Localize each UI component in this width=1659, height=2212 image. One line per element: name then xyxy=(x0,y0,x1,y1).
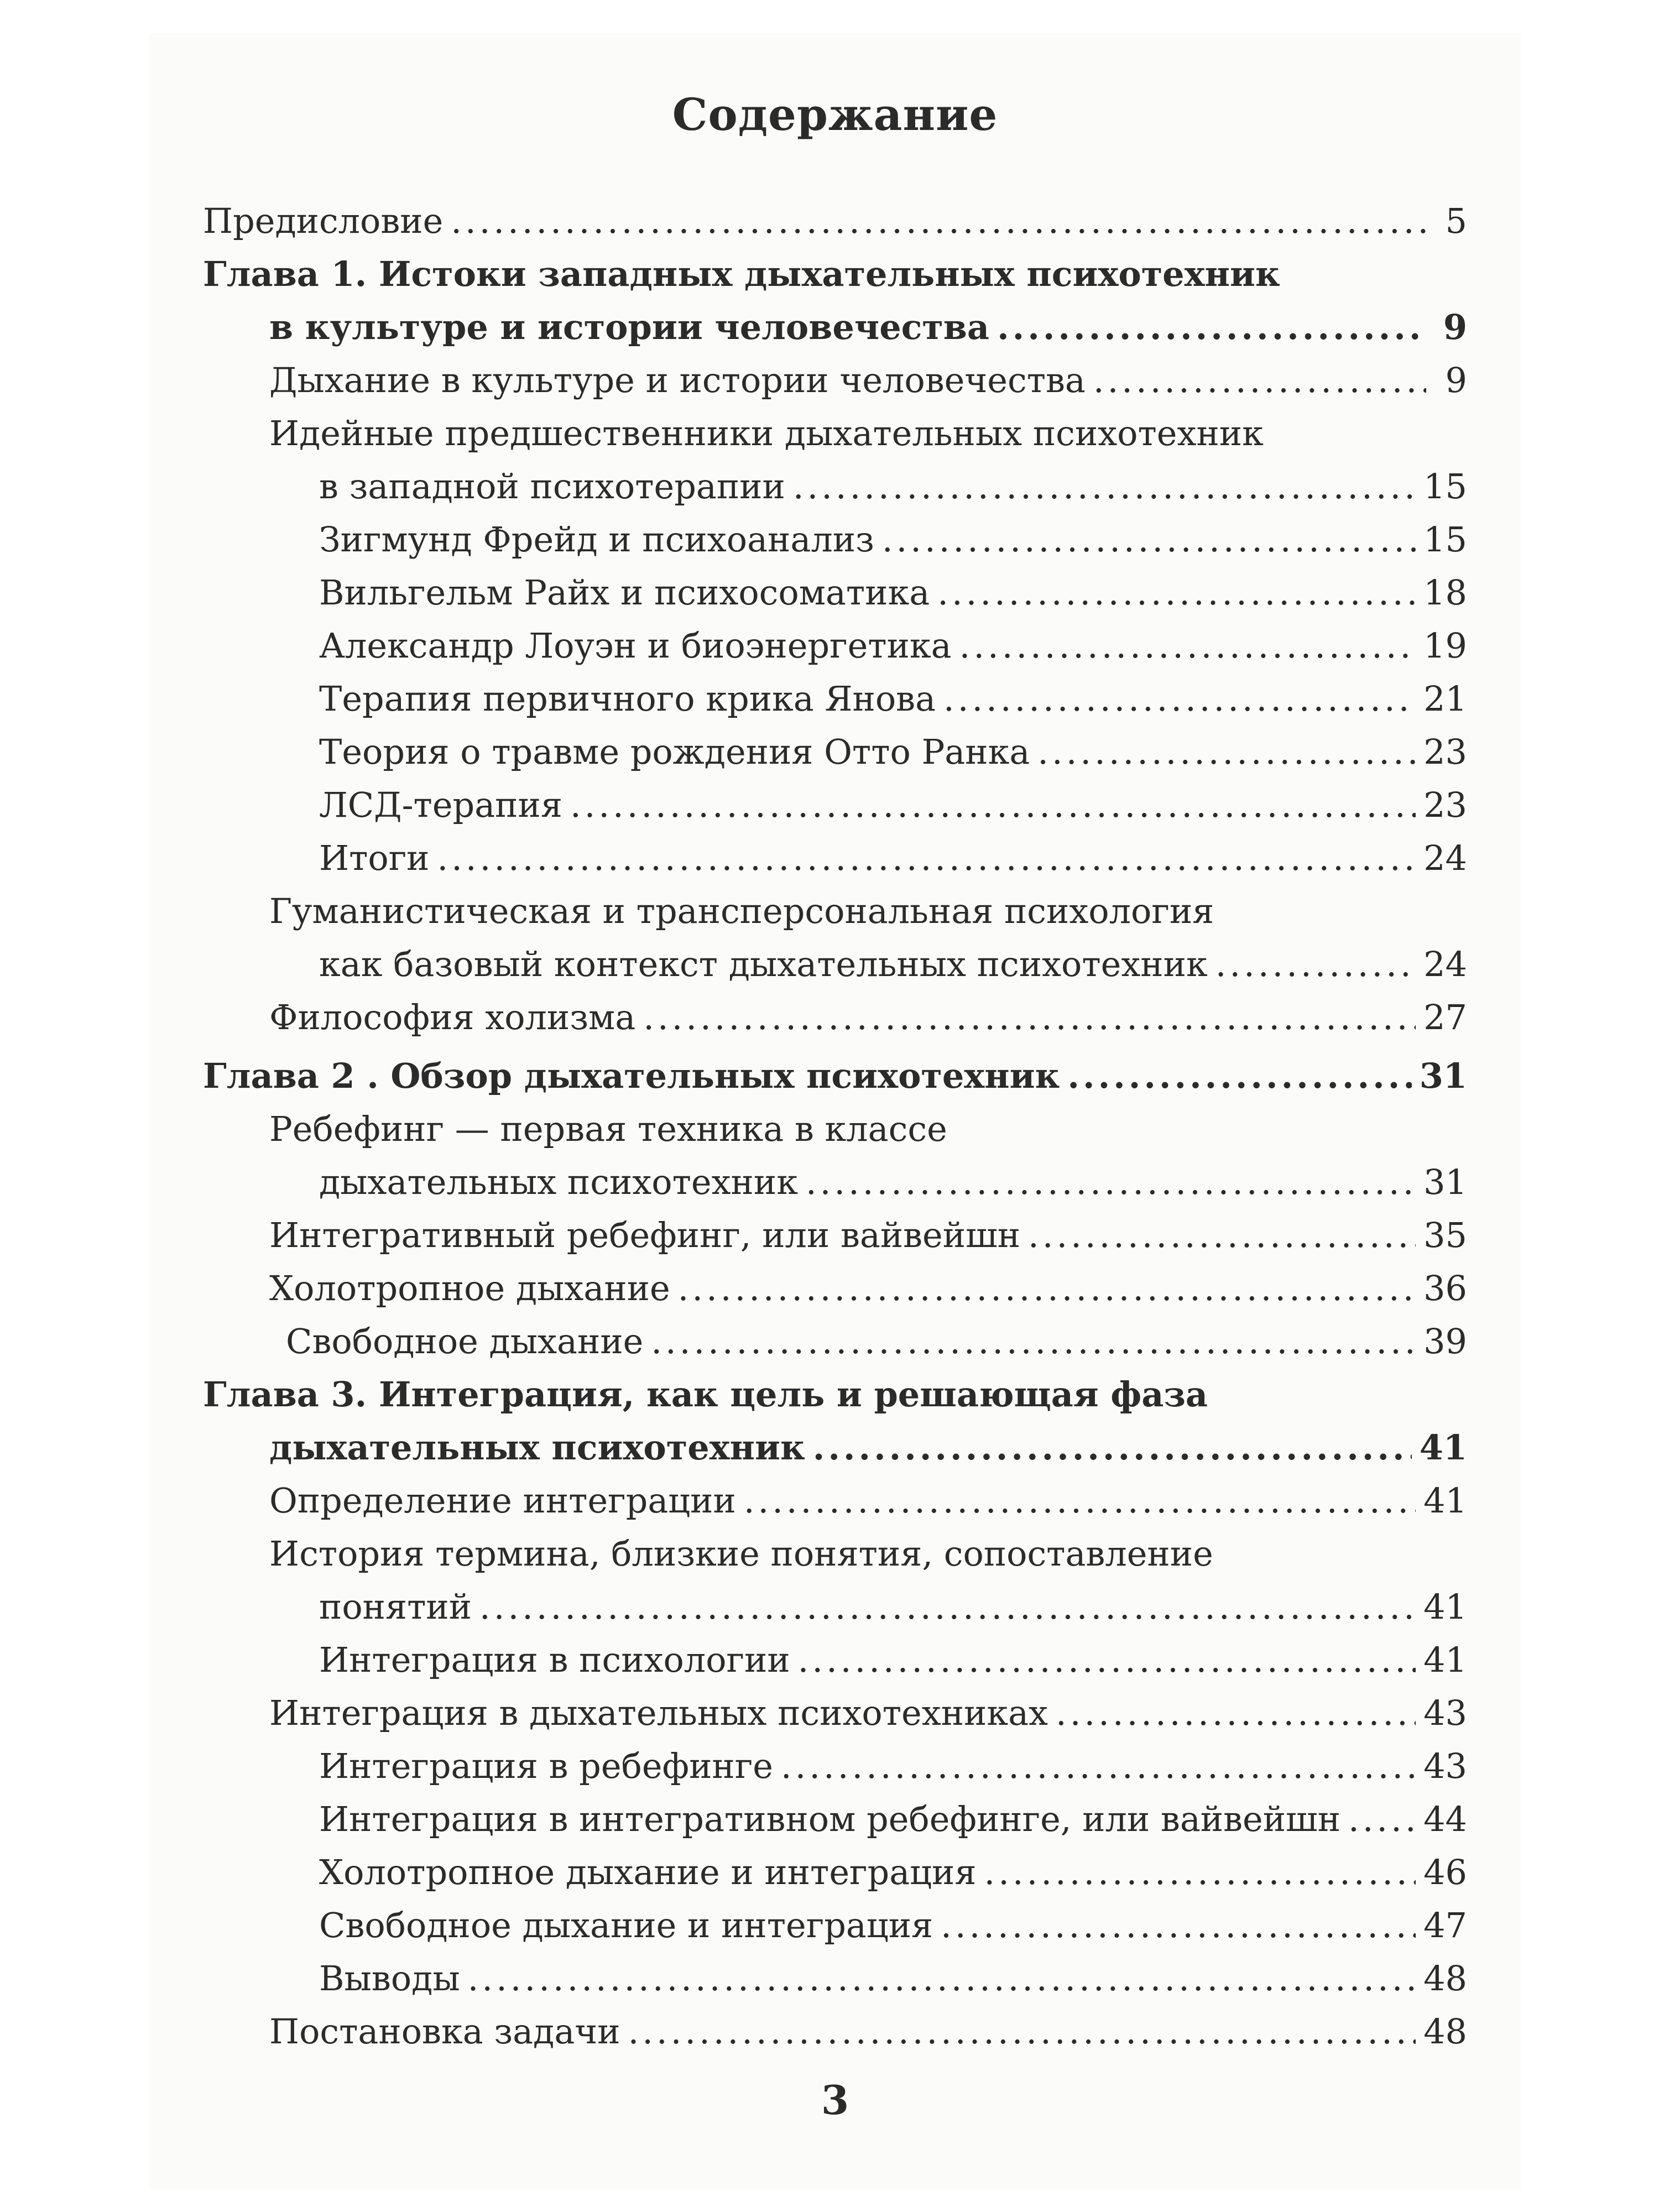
table-of-contents xyxy=(203,195,1467,2058)
toc-entry-page: 5 xyxy=(1445,201,1467,241)
toc-entry-page: 47 xyxy=(1423,1905,1467,1945)
toc-entry-title: Зигмунд Фрейд и психоанализ xyxy=(319,519,874,560)
dot-leader xyxy=(941,1899,1416,1952)
toc-entry-title: Определение интеграции xyxy=(269,1480,736,1521)
toc-entry[interactable] xyxy=(203,1899,1467,1952)
toc-entry-page: 41 xyxy=(1423,1587,1467,1627)
toc-entry-page: 43 xyxy=(1423,1746,1467,1786)
dot-leader xyxy=(1056,1687,1416,1740)
toc-entry-title-line: Ребефинг — первая техника в классе xyxy=(269,1109,947,1149)
toc-entry-page: 24 xyxy=(1423,838,1467,878)
toc-entry[interactable] xyxy=(203,460,1467,513)
toc-entry-title: Глава 2 . Обзор дыхательных психотехник xyxy=(203,1056,1060,1096)
toc-entry-page: 23 xyxy=(1423,732,1467,772)
toc-entry[interactable] xyxy=(203,1634,1467,1687)
toc-entry[interactable] xyxy=(203,726,1467,779)
page-title: Содержание xyxy=(672,88,998,140)
dot-leader xyxy=(570,779,1416,832)
toc-entry[interactable] xyxy=(203,1793,1467,1846)
dot-leader xyxy=(984,1846,1416,1899)
dot-leader xyxy=(1037,726,1416,779)
toc-entry-title: Интегративный ребефинг, или вайвейшн xyxy=(269,1215,1021,1255)
toc-entry[interactable] xyxy=(203,991,1467,1044)
toc-entry-title: Интеграция в ребефинге xyxy=(319,1746,773,1786)
toc-entry[interactable] xyxy=(203,938,1467,991)
toc-entry-page: 48 xyxy=(1423,2011,1467,2052)
toc-entry-page: 27 xyxy=(1423,997,1467,1037)
toc-entry[interactable] xyxy=(203,1740,1467,1793)
toc-entry-title: Интеграция в психологии xyxy=(319,1640,790,1680)
dot-leader xyxy=(643,991,1416,1044)
toc-entry-page: 43 xyxy=(1423,1693,1467,1733)
toc-entry-title: Философия холизма xyxy=(269,997,636,1037)
dot-leader xyxy=(468,1952,1416,2005)
dot-leader xyxy=(943,672,1416,726)
dot-leader xyxy=(997,301,1426,354)
toc-entry-title: Интеграция в интегративном ребефинге, или вайвейшн xyxy=(319,1799,1341,1839)
toc-entry-page: 19 xyxy=(1423,625,1467,666)
toc-entry-title-line: Гуманистическая и трансперсональная психология xyxy=(269,891,1214,931)
toc-entry-page: 41 xyxy=(1423,1640,1467,1680)
toc-entry-title: Холотропное дыхание xyxy=(269,1268,670,1308)
chapter-heading-line: Глава 3. Интеграция, как цель и решающая фаза xyxy=(203,1374,1208,1415)
toc-entry[interactable] xyxy=(203,566,1467,619)
toc-entry[interactable] xyxy=(203,354,1467,407)
dot-leader xyxy=(437,832,1416,885)
toc-entry-page: 44 xyxy=(1423,1799,1467,1839)
dot-leader xyxy=(1028,1209,1416,1262)
page-number: 3 xyxy=(821,2077,849,2124)
dot-leader xyxy=(628,2005,1416,2058)
book-page xyxy=(149,33,1521,2190)
toc-entry[interactable] xyxy=(203,1262,1467,1315)
toc-entry-title: в западной психотерапии xyxy=(319,466,785,507)
dot-leader xyxy=(744,1474,1416,1527)
toc-entry-title: Постановка задачи xyxy=(269,2011,620,2052)
dot-leader xyxy=(1215,938,1416,991)
toc-entry-page: 39 xyxy=(1423,1321,1467,1361)
dot-leader xyxy=(813,1421,1412,1474)
toc-entry[interactable] xyxy=(203,619,1467,672)
toc-entry-page: 9 xyxy=(1443,307,1467,347)
dot-leader xyxy=(1093,354,1426,407)
dot-leader xyxy=(806,1156,1416,1209)
dot-leader xyxy=(781,1740,1416,1793)
toc-entry-title: Теория о травме рождения Отто Ранка xyxy=(319,732,1030,772)
toc-entry-page: 41 xyxy=(1419,1427,1467,1468)
toc-entry[interactable] xyxy=(203,1687,1467,1740)
toc-chapter-entry[interactable] xyxy=(203,1050,1467,1103)
toc-entry-title-line: Идейные предшественники дыхательных психотехник xyxy=(269,413,1264,453)
dot-leader xyxy=(678,1262,1416,1315)
toc-entry-page: 31 xyxy=(1423,1162,1467,1202)
toc-entry-page: 24 xyxy=(1423,944,1467,984)
toc-entry-title: понятий xyxy=(319,1587,472,1627)
toc-entry-page: 15 xyxy=(1423,519,1467,560)
toc-chapter-entry[interactable] xyxy=(203,1421,1467,1474)
toc-entry-title: Дыхание в культуре и истории человечества xyxy=(269,360,1086,400)
toc-entry-title: Выводы xyxy=(319,1958,460,1999)
dot-leader xyxy=(451,195,1426,248)
toc-entry[interactable] xyxy=(203,672,1467,726)
toc-entry-title: как базовый контекст дыхательных психотехник xyxy=(319,944,1208,984)
toc-entry[interactable] xyxy=(203,1952,1467,2005)
toc-entry-title: ЛСД-терапия xyxy=(319,785,562,825)
dot-leader xyxy=(882,513,1416,566)
chapter-heading-line: Глава 1. Истоки западных дыхательных психотехник xyxy=(203,254,1280,294)
toc-entry[interactable] xyxy=(203,195,1467,248)
dot-leader xyxy=(793,460,1416,513)
toc-entry-page: 46 xyxy=(1423,1852,1467,1892)
toc-entry[interactable] xyxy=(203,832,1467,885)
dot-leader xyxy=(479,1580,1416,1634)
toc-entry-page: 31 xyxy=(1419,1056,1467,1096)
dot-leader xyxy=(798,1634,1416,1687)
toc-entry[interactable] xyxy=(203,1580,1467,1634)
toc-entry[interactable] xyxy=(203,513,1467,566)
toc-entry[interactable] xyxy=(203,1156,1467,1209)
toc-entry-page: 9 xyxy=(1445,360,1467,400)
toc-entry-title: Холотропное дыхание и интеграция xyxy=(319,1852,977,1892)
toc-entry[interactable] xyxy=(203,1474,1467,1527)
toc-entry-page: 48 xyxy=(1423,1958,1467,1999)
toc-entry-title: в культуре и истории человечества xyxy=(269,307,990,347)
toc-entry-title-line: История термина, близкие понятия, сопоставление xyxy=(269,1533,1213,1574)
toc-entry-page: 18 xyxy=(1423,572,1467,613)
toc-entry[interactable] xyxy=(203,1315,1467,1368)
toc-entry[interactable] xyxy=(203,1846,1467,1899)
toc-entry[interactable] xyxy=(203,1209,1467,1262)
dot-leader xyxy=(959,619,1416,672)
toc-entry-page: 35 xyxy=(1423,1215,1467,1255)
dot-leader xyxy=(651,1315,1416,1368)
toc-entry-title: Предисловие xyxy=(203,201,444,241)
toc-chapter-entry[interactable] xyxy=(203,301,1467,354)
toc-entry-title: Терапия первичного крика Янова xyxy=(319,679,936,719)
toc-entry-title: Интеграция в дыхательных психотехниках xyxy=(269,1693,1048,1733)
dot-leader xyxy=(1348,1793,1416,1846)
toc-entry-page: 23 xyxy=(1423,785,1467,825)
toc-entry-title: Свободное дыхание и интеграция xyxy=(319,1905,933,1945)
toc-entry[interactable] xyxy=(203,2005,1467,2058)
toc-entry-title: Итоги xyxy=(319,838,430,878)
toc-entry[interactable] xyxy=(203,779,1467,832)
toc-entry-page: 36 xyxy=(1423,1268,1467,1308)
toc-entry-title: Александр Лоуэн и биоэнергетика xyxy=(319,625,952,666)
dot-leader xyxy=(937,566,1416,619)
dot-leader xyxy=(1067,1050,1411,1103)
toc-entry-title: Вильгельм Райх и психосоматика xyxy=(319,572,930,613)
toc-entry-title: Свободное дыхание xyxy=(286,1321,644,1361)
toc-entry-title: дыхательных психотехник xyxy=(269,1427,805,1468)
toc-entry-page: 15 xyxy=(1423,466,1467,507)
toc-entry-page: 21 xyxy=(1423,679,1467,719)
toc-entry-title: дыхательных психотехник xyxy=(319,1162,798,1202)
toc-entry-page: 41 xyxy=(1423,1480,1467,1521)
